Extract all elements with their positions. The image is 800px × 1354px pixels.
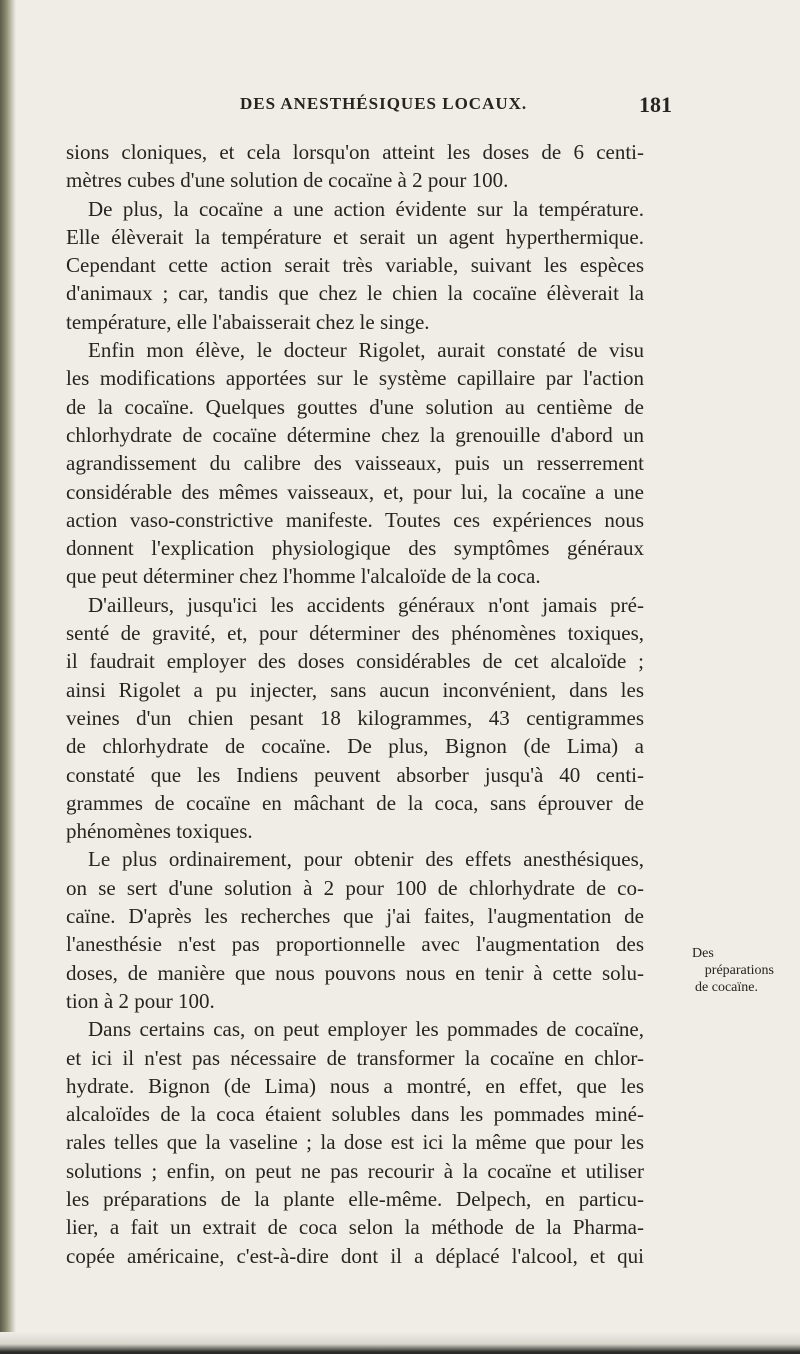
text-line: tion à 2 pour 100. [66,988,215,1013]
text-line: caïne. D'après les recherches que j'ai faites, l'augmentation de [66,904,644,929]
margin-note-line: Des [692,946,714,961]
text-line: les modifications apportées sur le système capillaire par l'action [66,366,644,391]
text-line: constaté que les Indiens peuvent absorber jusqu'à 40 centi- [66,762,644,787]
page-number: 181 [639,92,672,117]
margin-note-line: de cocaïne. [695,980,758,995]
text-line: rales telles que la vaseline ; la dose est ici la même que pour les [66,1130,644,1155]
text-line: senté de gravité, et, pour déterminer des phénomènes toxiques, [66,621,644,646]
text-line: De plus, la cocaïne a une action évidente sur la température. [88,196,644,221]
page-bottom-edge [0,1332,800,1354]
binding-edge [0,0,16,1354]
text-line: grammes de cocaïne en mâchant de la coca, sans éprouver de [66,790,644,815]
text-line: action vaso-constrictive manifeste. Toutes ces expériences nous [66,507,644,532]
text-line: solutions ; enfin, on peut ne pas recourir à la cocaïne et utiliser [66,1158,644,1183]
text-line: sions cloniques, et cela lorsqu'on atteint les doses de 6 centi- [66,140,644,164]
text-line: donnent l'explication physiologique des symptômes généraux [66,536,644,561]
text-line: agrandissement du calibre des vaisseaux, puis un resserrement [66,451,644,476]
text-line: Dans certains cas, on peut employer les pommades de cocaïne, [88,1017,644,1042]
text-line: Elle élèverait la température et serait un agent hyperthermique. [66,224,644,249]
text-line: copée américaine, c'est-à-dire dont il a déplacé l'alcool, et qui [66,1243,644,1268]
text-line: chlorhydrate de cocaïne détermine chez la grenouille d'abord un [66,422,644,447]
text-line: l'anesthésie n'est pas proportionnelle avec l'augmentation des [66,932,644,957]
text-line: Enfin mon élève, le docteur Rigolet, aurait constaté de visu [88,338,644,363]
running-title: DES ANESTHÉSIQUES LOCAUX. [240,94,528,113]
text-line: d'animaux ; car, tandis que chez le chien la cocaïne élèverait la [66,281,644,306]
text-line: alcaloïdes de la coca étaient solubles dans les pommades miné- [66,1102,644,1127]
text-line: et ici il n'est pas nécessaire de transformer la cocaïne en chlor- [66,1045,644,1070]
text-line: que peut déterminer chez l'homme l'alcaloïde de la coca. [66,564,541,589]
text-line: D'ailleurs, jusqu'ici les accidents généraux n'ont jamais pré- [88,592,644,617]
text-line: doses, de manière que nous pouvons nous en tenir à cette solu- [66,960,644,985]
body-text [66,138,644,1270]
running-head [240,94,600,114]
text-line: hydrate. Bignon (de Lima) nous a montré, en effet, que les [66,1073,644,1098]
text-line: veines d'un chien pesant 18 kilogrammes, 43 centigrammes [66,705,644,730]
text-line: ainsi Rigolet a pu injecter, sans aucun inconvénient, dans les [66,677,644,702]
text-line: de chlorhydrate de cocaïne. De plus, Bignon (de Lima) a [66,734,644,759]
text-line: de la cocaïne. Quelques gouttes d'une solution au centième de [66,394,644,419]
text-line: lier, a fait un extrait de coca selon la méthode de la Pharma- [66,1215,644,1240]
text-line: les préparations de la plante elle-même. Delpech, en particu- [66,1186,644,1211]
text-line: Cependant cette action serait très variable, suivant les espèces [66,253,644,278]
text-line: mètres cubes d'une solution de cocaïne à 2 pour 100. [66,168,509,193]
margin-note-line: préparations [704,963,774,978]
text-line: phénomènes toxiques. [66,819,253,844]
text-line: température, elle l'abaisserait chez le singe. [66,309,430,334]
text-line: il faudrait employer des doses considérables de cet alcaloïde ; [66,649,644,674]
text-line: on se sert d'une solution à 2 pour 100 de chlorhydrate de co- [66,875,644,900]
text-line: Le plus ordinairement, pour obtenir des effets anesthésiques, [88,847,644,872]
margin-note [650,945,780,996]
text-line: considérable des mêmes vaisseaux, et, pour lui, la cocaïne a une [66,479,644,504]
